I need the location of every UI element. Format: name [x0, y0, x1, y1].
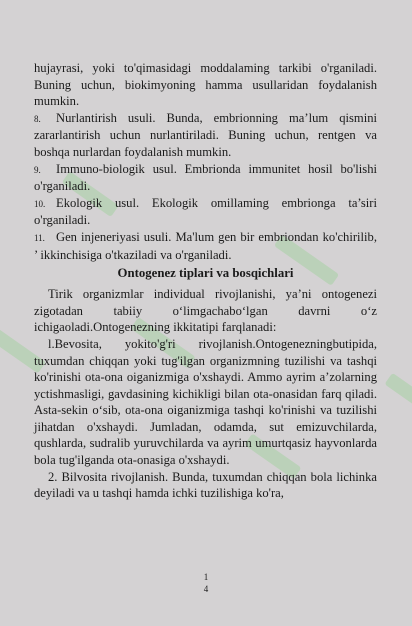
page-number-top: 1 — [203, 572, 209, 582]
paragraph-text: Nurlantirish usuli. Bunda, embrionning ma’lum qismini zararlantirish uchun nurlantiriladi. Buning uchun, rentgen va boshqa nurlardan foydalanish mumkin. — [34, 110, 377, 159]
body-paragraph-indirect-development: 2. Bilvosita rivojlanish. Bunda, tuxumdan chiqqan bola lichinka deyiladi va u tashqi hamda ichki tuzilishiga ko'ra, — [34, 469, 377, 501]
paragraph-text: hujayrasi, yoki to'qimasidagi moddalaming tarkibi o'rganiladi. Buning uchun, biokimyoning hamma usullaridan foydalanish mumkin. — [34, 61, 377, 109]
numbered-paragraph-11 — [34, 229, 377, 263]
numbered-paragraph-9 — [34, 161, 377, 195]
paragraph-number: 8. — [34, 113, 41, 124]
paragraph-text: Immuno-biologik usul. Embrionda immunitet hosil bo'lishi o'rganiladi. — [34, 161, 377, 194]
body-paragraph-intro: Tirik organizmlar individual rivojlanishi, ya’ni ontogenezi zigotadan tabiiy o‘limgachabo‘lgan davrni o‘z ichigaoladi.Ontogenezning ikkitatipi farqlanadi: — [34, 287, 377, 335]
document-body — [34, 60, 377, 502]
paragraph-text: Ekologik usul. Ekologik omillaming embrionga ta’siri o'rganiladi. — [34, 195, 377, 228]
paragraph-text: Gen injeneriyasi usuli. Ma'lum gen bir embriondan ko'chirilib, ’ ikkinchisiga o'tkaziladi va o'rganiladi. — [34, 229, 377, 262]
paragraph-number: 9. — [34, 164, 41, 175]
numbered-paragraph-8 — [34, 110, 377, 161]
section-heading: Ontogenez tiplari va bosqichlari — [117, 266, 294, 281]
body-paragraph-direct-development: l.Bevosita, yokito'g'ri rivojlanish.Ontogenezningbutipida, tuxumdan chiqqan yoki tug'ilgan organizmning tuzilishi va tashqi ko'rinishi ota-ona oiganizmiga o'xshaydi. Ammo ayrim a’zolarning yctishmasligi, gavdasining kichikligi bilan ota-onasidan farq qiladi. Asta-sekin o‘sib, ota-ona oiganizmiga tashqi ko'rinishi va tuzilishi jihatdan o'xshaydi. Jumladan, odamda, sut emizuvchilarda, qushlarda, sudralib yuruvchilarda va ayrim umurtqasiz hayvonlarda bola tug'ilganda ota-onasiga o'xshaydi. — [34, 336, 377, 468]
paragraph-number: 10. — [34, 198, 46, 209]
paragraph-number: 11. — [34, 232, 45, 243]
paragraph-continuation — [34, 60, 377, 110]
numbered-paragraph-10 — [34, 195, 377, 229]
page-number-bottom: 4 — [203, 584, 209, 594]
